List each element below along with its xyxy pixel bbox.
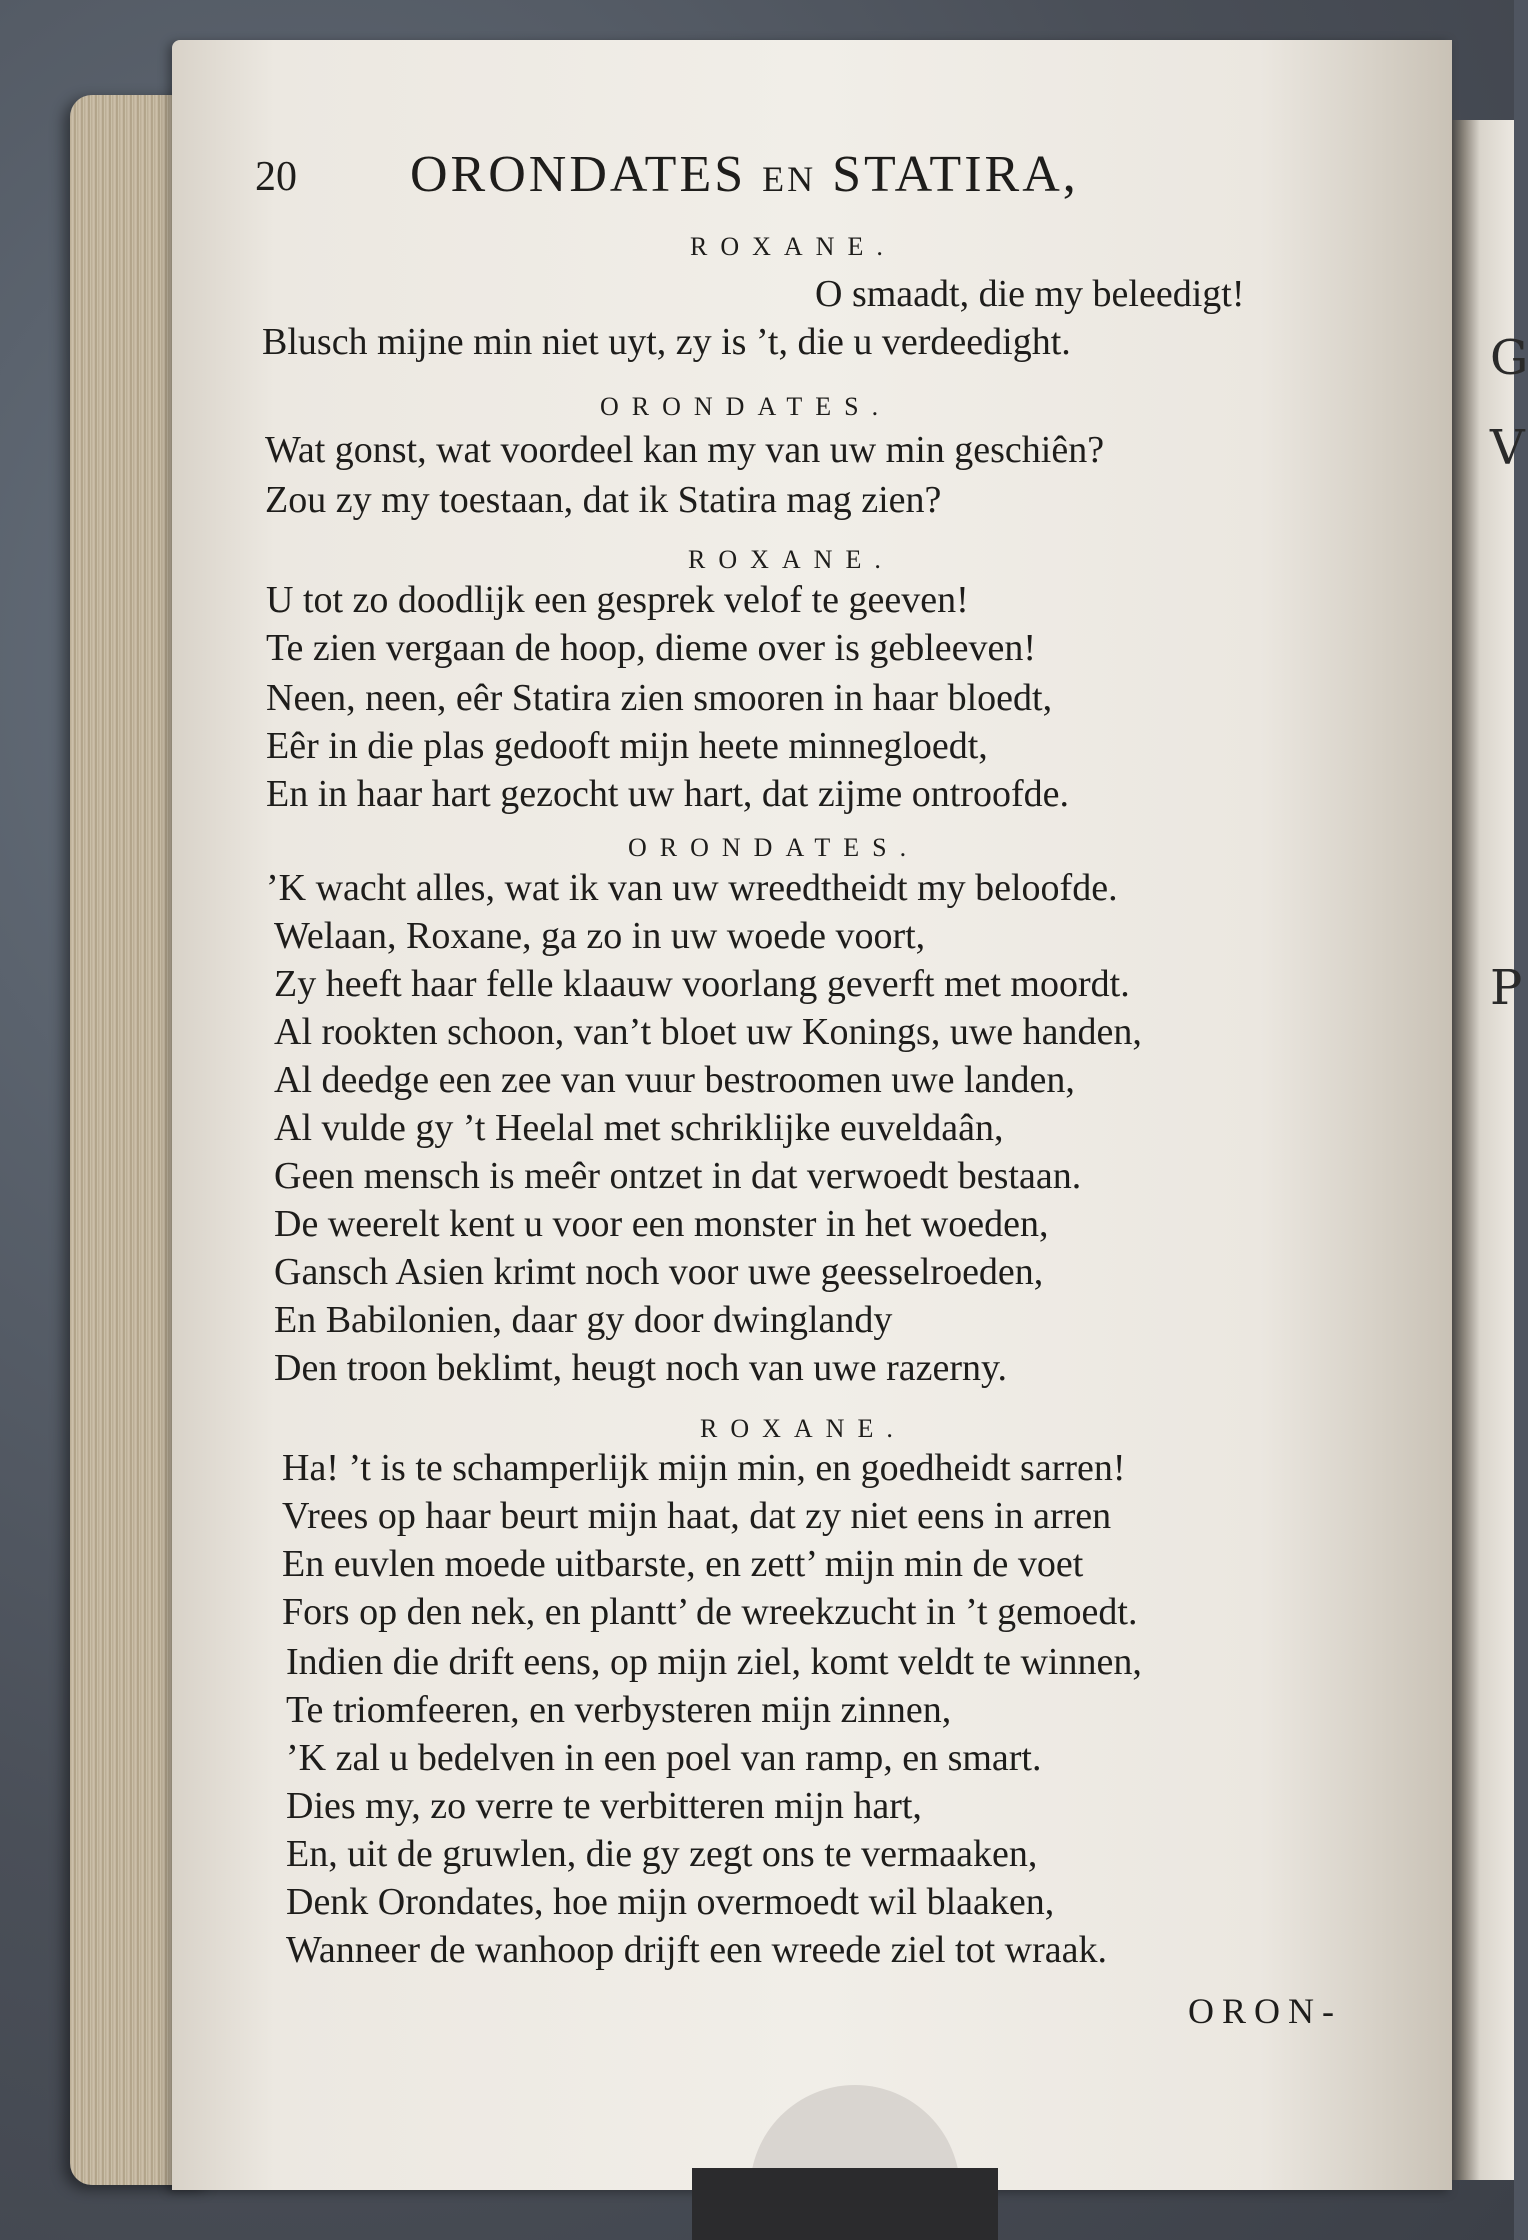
facing-page-fragment: G <box>1490 330 1528 386</box>
verse-line: Fors op den nek, en plantt’ de wreekzucht in ’t gemoedt. <box>282 1591 1138 1633</box>
verse-line: ’K wacht alles, wat ik van uw wreedtheidt my beloofde. <box>266 867 1118 909</box>
verse-line: En euvlen moede uitbarste, en zett’ mijn min de voet <box>282 1543 1084 1585</box>
speaker-heading: ORONDATES. <box>628 833 920 862</box>
speaker-heading: ROXANE. <box>688 545 894 574</box>
verse-line: Neen, neen, eêr Statira zien smooren in haar bloedt, <box>266 677 1053 719</box>
verse-line: Wanneer de wanhoop drijft een wreede ziel tot wraak. <box>286 1929 1107 1971</box>
verse-line: Gansch Asien krimt noch voor uwe geesselroeden, <box>274 1251 1044 1293</box>
verse-line: Te triomfeeren, en verbysteren mijn zinnen, <box>286 1689 952 1731</box>
verse-line: Al deedge een zee van vuur bestroomen uwe landen, <box>274 1059 1075 1101</box>
verse-line: O smaadt, die my beleedigt! <box>815 273 1245 315</box>
verse-line: ’K zal u bedelven in een poel van ramp, en smart. <box>286 1737 1042 1779</box>
verse-line: Ha! ’t is te schamperlijk mijn min, en goedheidt sarren! <box>282 1447 1126 1489</box>
verse-line: En, uit de gruwlen, die gy zegt ons te vermaaken, <box>286 1833 1038 1875</box>
verse-line: En in haar hart gezocht uw hart, dat zijme ontroofde. <box>266 773 1069 815</box>
page-header <box>255 145 1255 225</box>
verse-line: Blusch mijne min niet uyt, zy is ’t, die u verdeedight. <box>262 321 1071 363</box>
verse-line: Wat gonst, wat voordeel kan my van uw min geschiên? <box>265 429 1105 471</box>
verse-line: Den troon beklimt, heugt noch van uwe razerny. <box>274 1347 1008 1389</box>
verse-line: Geen mensch is meêr ontzet in dat verwoedt bestaan. <box>274 1155 1082 1197</box>
speaker-heading: ROXANE. <box>690 232 896 261</box>
verse-line: U tot zo doodlijk een gesprek velof te geeven! <box>266 579 969 621</box>
speaker-heading: ORONDATES. <box>600 392 892 421</box>
verse-line: Dies my, zo verre te verbitteren mijn hart, <box>286 1785 922 1827</box>
verse-line: De weerelt kent u voor een monster in het woeden, <box>274 1203 1049 1245</box>
running-title: ORONDATES en STATIRA, <box>410 146 1079 203</box>
catchword: ORON- <box>1188 1991 1342 2031</box>
verse-line: Eêr in die plas gedooft mijn heete minnegloedt, <box>266 725 988 767</box>
speaker-heading: ROXANE. <box>700 1414 906 1443</box>
verse-line: Indien die drift eens, op mijn ziel, komt veldt te winnen, <box>286 1641 1142 1683</box>
scanner-base <box>692 2168 998 2240</box>
verse-line: Welaan, Roxane, ga zo in uw woede voort, <box>274 915 926 957</box>
facing-page-fragment: P <box>1490 960 1523 1016</box>
verse-line: Denk Orondates, hoe mijn overmoedt wil blaaken, <box>286 1881 1055 1923</box>
verse-line: Te zien vergaan de hoop, dieme over is gebleeven! <box>266 627 1037 669</box>
verse-line: Al rookten schoon, van’t bloet uw Konings, uwe handen, <box>274 1011 1142 1053</box>
page-number: 20 <box>255 154 297 200</box>
verse-line: Zy heeft haar felle klaauw voorlang geverft met moordt. <box>274 963 1130 1005</box>
verse-line: Al vulde gy ’t Heelal met schriklijke euveldaân, <box>274 1107 1004 1149</box>
verse-line: Zou zy my toestaan, dat ik Statira mag zien? <box>265 479 942 521</box>
verse-line: Vrees op haar beurt mijn haat, dat zy niet eens in arren <box>282 1495 1112 1537</box>
verse-line: En Babilonien, daar gy door dwinglandy <box>274 1299 893 1341</box>
facing-page-fragment: V <box>1490 420 1525 476</box>
